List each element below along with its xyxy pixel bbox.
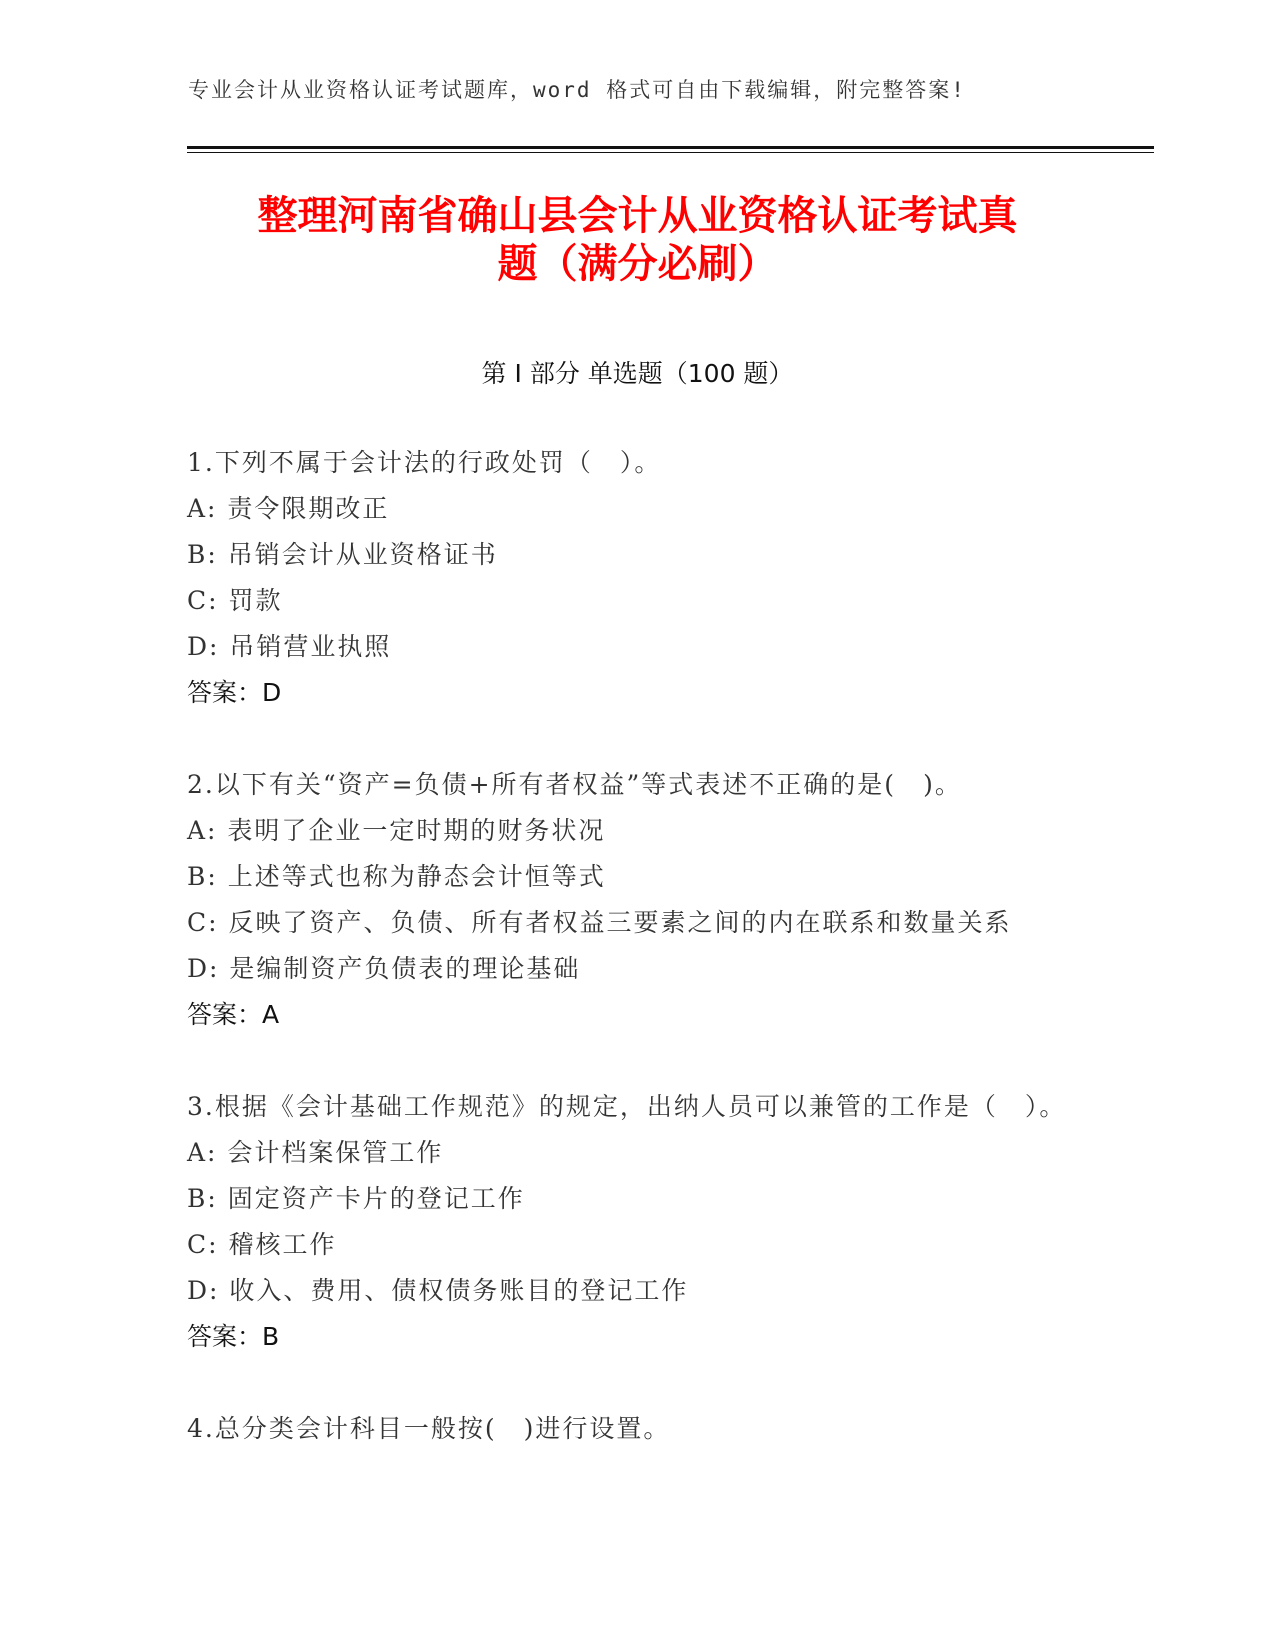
option-b: B: 固定资产卡片的登记工作 <box>187 1184 525 1213</box>
question-4 <box>187 1406 1087 1452</box>
question-stem: 2.以下有关“资产=负债+所有者权益”等式表述不正确的是( )。 <box>187 770 962 799</box>
question-1 <box>187 440 1087 716</box>
question-list <box>187 440 1087 1498</box>
option-b: B: 上述等式也称为静态会计恒等式 <box>187 862 606 891</box>
question-2 <box>187 762 1087 1038</box>
option-d: D: 是编制资产负债表的理论基础 <box>187 954 581 983</box>
question-stem: 1.下列不属于会计法的行政处罚（ ）。 <box>187 448 662 477</box>
question-stem: 4.总分类会计科目一般按( )进行设置。 <box>187 1414 671 1443</box>
answer: 答案：B <box>187 1322 280 1351</box>
option-d: D: 吊销营业执照 <box>187 632 392 661</box>
header-rule-thick <box>187 146 1154 149</box>
option-c: C: 罚款 <box>187 586 283 615</box>
option-a: A: 表明了企业一定时期的财务状况 <box>187 816 606 845</box>
question-3 <box>187 1084 1087 1360</box>
option-c: C: 反映了资产、负债、所有者权益三要素之间的内在联系和数量关系 <box>187 908 1012 937</box>
document-title-line-2: 题（满分必刷） <box>497 241 778 287</box>
header-rule-thin <box>187 152 1154 153</box>
option-d: D: 收入、费用、债权债务账目的登记工作 <box>187 1276 689 1305</box>
option-a: A: 责令限期改正 <box>187 494 390 523</box>
option-b: B: 吊销会计从业资格证书 <box>187 540 498 569</box>
section-title: 第 I 部分 单选题（100 题） <box>481 359 794 388</box>
document-title-line-1: 整理河南省确山县会计从业资格认证考试真 <box>257 193 1018 239</box>
answer: 答案：A <box>187 1000 280 1029</box>
document-title <box>150 192 1125 288</box>
header-note: 专业会计从业资格认证考试题库，word 格式可自由下载编辑，附完整答案! <box>188 78 966 102</box>
answer: 答案：D <box>187 678 282 707</box>
option-c: C: 稽核工作 <box>187 1230 337 1259</box>
option-a: A: 会计档案保管工作 <box>187 1138 444 1167</box>
question-stem: 3.根据《会计基础工作规范》的规定，出纳人员可以兼管的工作是（ ）。 <box>187 1092 1067 1121</box>
